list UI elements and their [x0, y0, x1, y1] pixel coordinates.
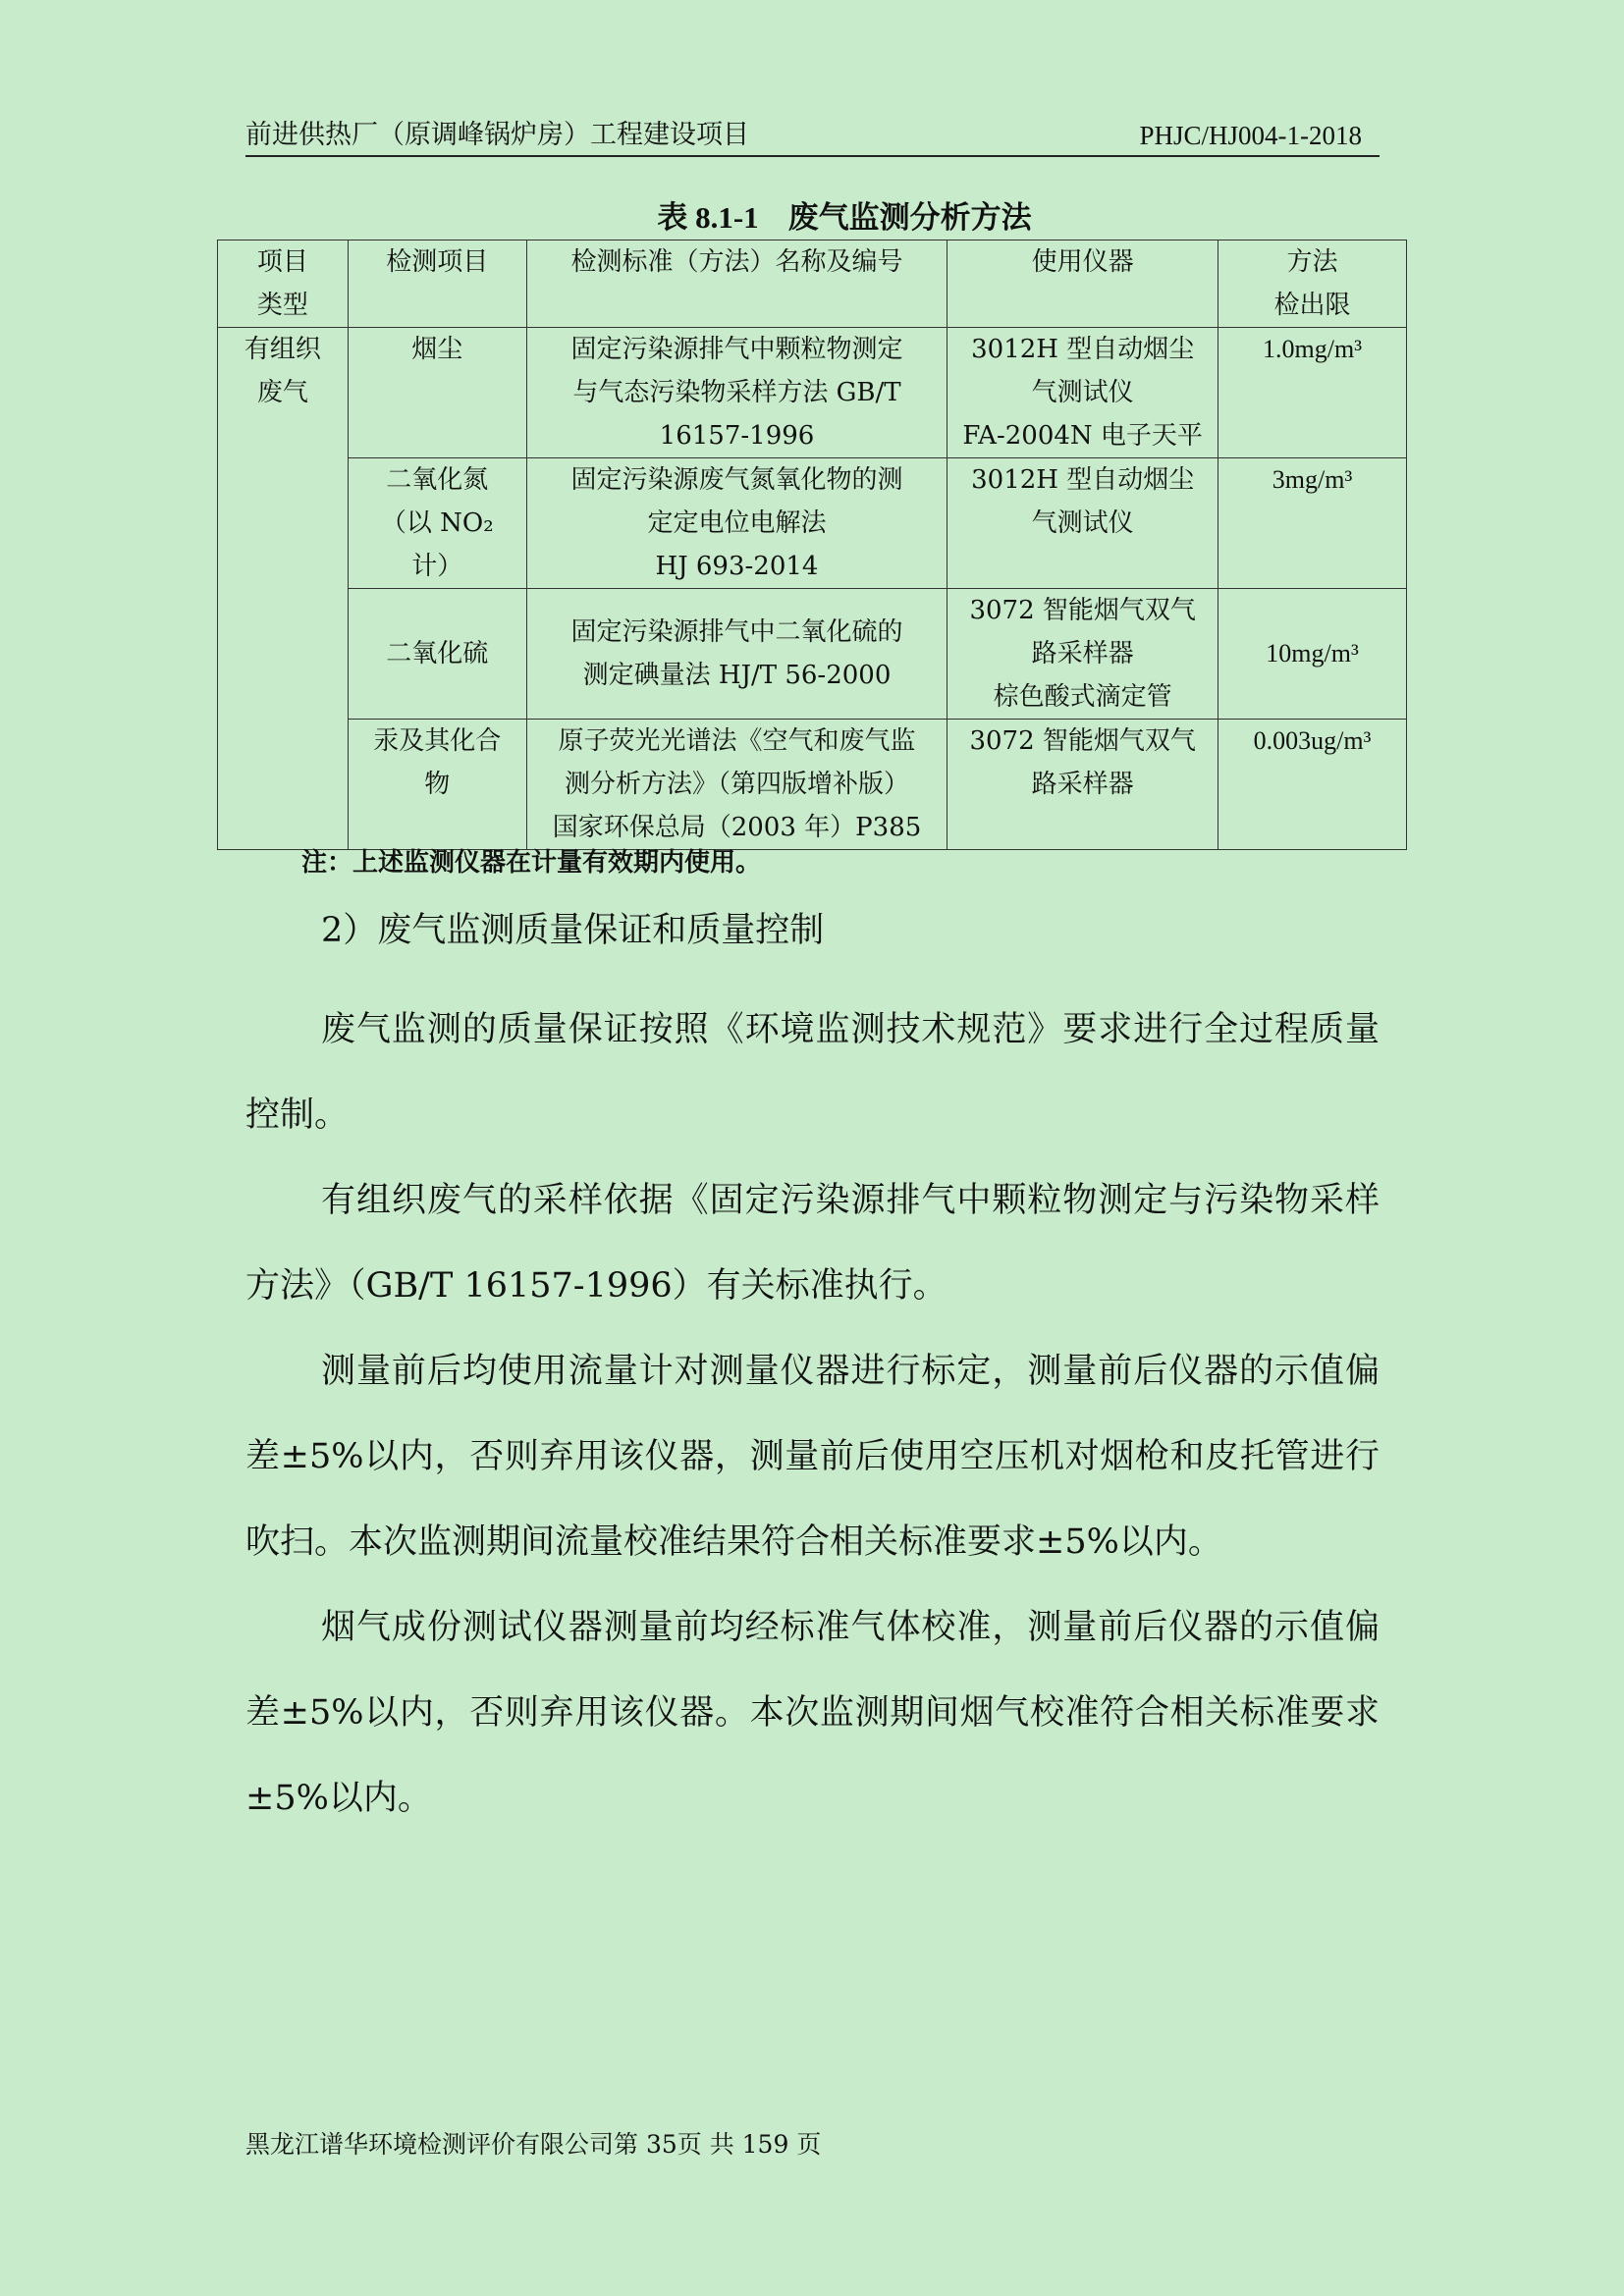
instrument-cell: 3072 智能烟气双气 路采样器 棕色酸式滴定管: [947, 589, 1218, 720]
limit-cell: 3mg/m³: [1218, 458, 1407, 589]
item-cell: 二氧化氮 （以 NO₂ 计）: [348, 458, 526, 589]
page-header: [245, 116, 1380, 157]
limit-cell: 0.003ug/m³: [1218, 720, 1407, 850]
header-document-code: PHJC/HJ004-1-2018: [1139, 121, 1362, 150]
header-cell-instrument: 使用仪器: [947, 240, 1218, 328]
header-cell-item: 检测项目: [348, 240, 526, 328]
instrument-cell: 3012H 型自动烟尘 气测试仪: [947, 458, 1218, 589]
table-row: [218, 720, 1407, 850]
table-title: 废气监测分析方法: [787, 200, 1032, 236]
table-note: 注：上述监测仪器在计量有效期内使用。: [301, 848, 762, 878]
item-cell: 汞及其化合 物: [348, 720, 526, 850]
item-cell: 烟尘: [348, 328, 526, 458]
page-footer: 黑龙江谱华环境检测评价有限公司第 35页 共 159 页: [245, 2130, 822, 2159]
table-row: [218, 458, 1407, 589]
header-cell-limit: 方法 检出限: [1218, 240, 1407, 328]
paragraph: 废气监测的质量保证按照《环境监测技术规范》要求进行全过程质量控制。: [245, 1010, 1380, 1135]
paragraph: 测量前后均使用流量计对测量仪器进行标定，测量前后仪器的示值偏差±5%以内，否则弃用该仪器，测量前后使用空压机对烟枪和皮托管进行吹扫。本次监测期间流量校准结果符合相关标准要求±5%以内。: [245, 1352, 1380, 1562]
methods-table: [217, 240, 1407, 850]
paragraph: 烟气成份测试仪器测量前均经标准气体校准，测量前后仪器的示值偏差±5%以内，否则弃用该仪器。本次监测期间烟气校准符合相关标准要求±5%以内。: [245, 1608, 1380, 1818]
section-heading: 2）废气监测质量保证和质量控制: [321, 911, 825, 950]
body-text: [245, 988, 1380, 1842]
header-project-title: 前进供热厂（原调峰锅炉房）工程建设项目: [245, 120, 749, 150]
header-cell-standard: 检测标准（方法）名称及编号: [526, 240, 947, 328]
table-header-row: [218, 240, 1407, 328]
paragraph: 有组织废气的采样依据《固定污染源排气中颗粒物测定与污染物采样方法》（GB/T 16157-1996）有关标准执行。: [245, 1181, 1380, 1306]
standard-cell: 原子荧光光谱法《空气和废气监 测分析方法》（第四版增补版） 国家环保总局（2003 年）P385: [526, 720, 947, 850]
table-number: 表 8.1-1: [657, 200, 759, 235]
standard-cell: 固定污染源废气氮氧化物的测 定定电位电解法 HJ 693-2014: [526, 458, 947, 589]
item-cell: 二氧化硫: [348, 589, 526, 720]
table-caption: [0, 194, 1624, 241]
category-cell: 有组织 废气: [218, 328, 349, 850]
header-cell-category: 项目 类型: [218, 240, 349, 328]
instrument-cell: 3072 智能烟气双气 路采样器: [947, 720, 1218, 850]
standard-cell: 固定污染源排气中二氧化硫的 测定碘量法 HJ/T 56-2000: [526, 589, 947, 720]
table-row: [218, 328, 1407, 458]
table-row: [218, 589, 1407, 720]
instrument-cell: 3012H 型自动烟尘 气测试仪 FA-2004N 电子天平: [947, 328, 1218, 458]
standard-cell: 固定污染源排气中颗粒物测定 与气态污染物采样方法 GB/T 16157-1996: [526, 328, 947, 458]
limit-cell: 10mg/m³: [1218, 589, 1407, 720]
limit-cell: 1.0mg/m³: [1218, 328, 1407, 458]
